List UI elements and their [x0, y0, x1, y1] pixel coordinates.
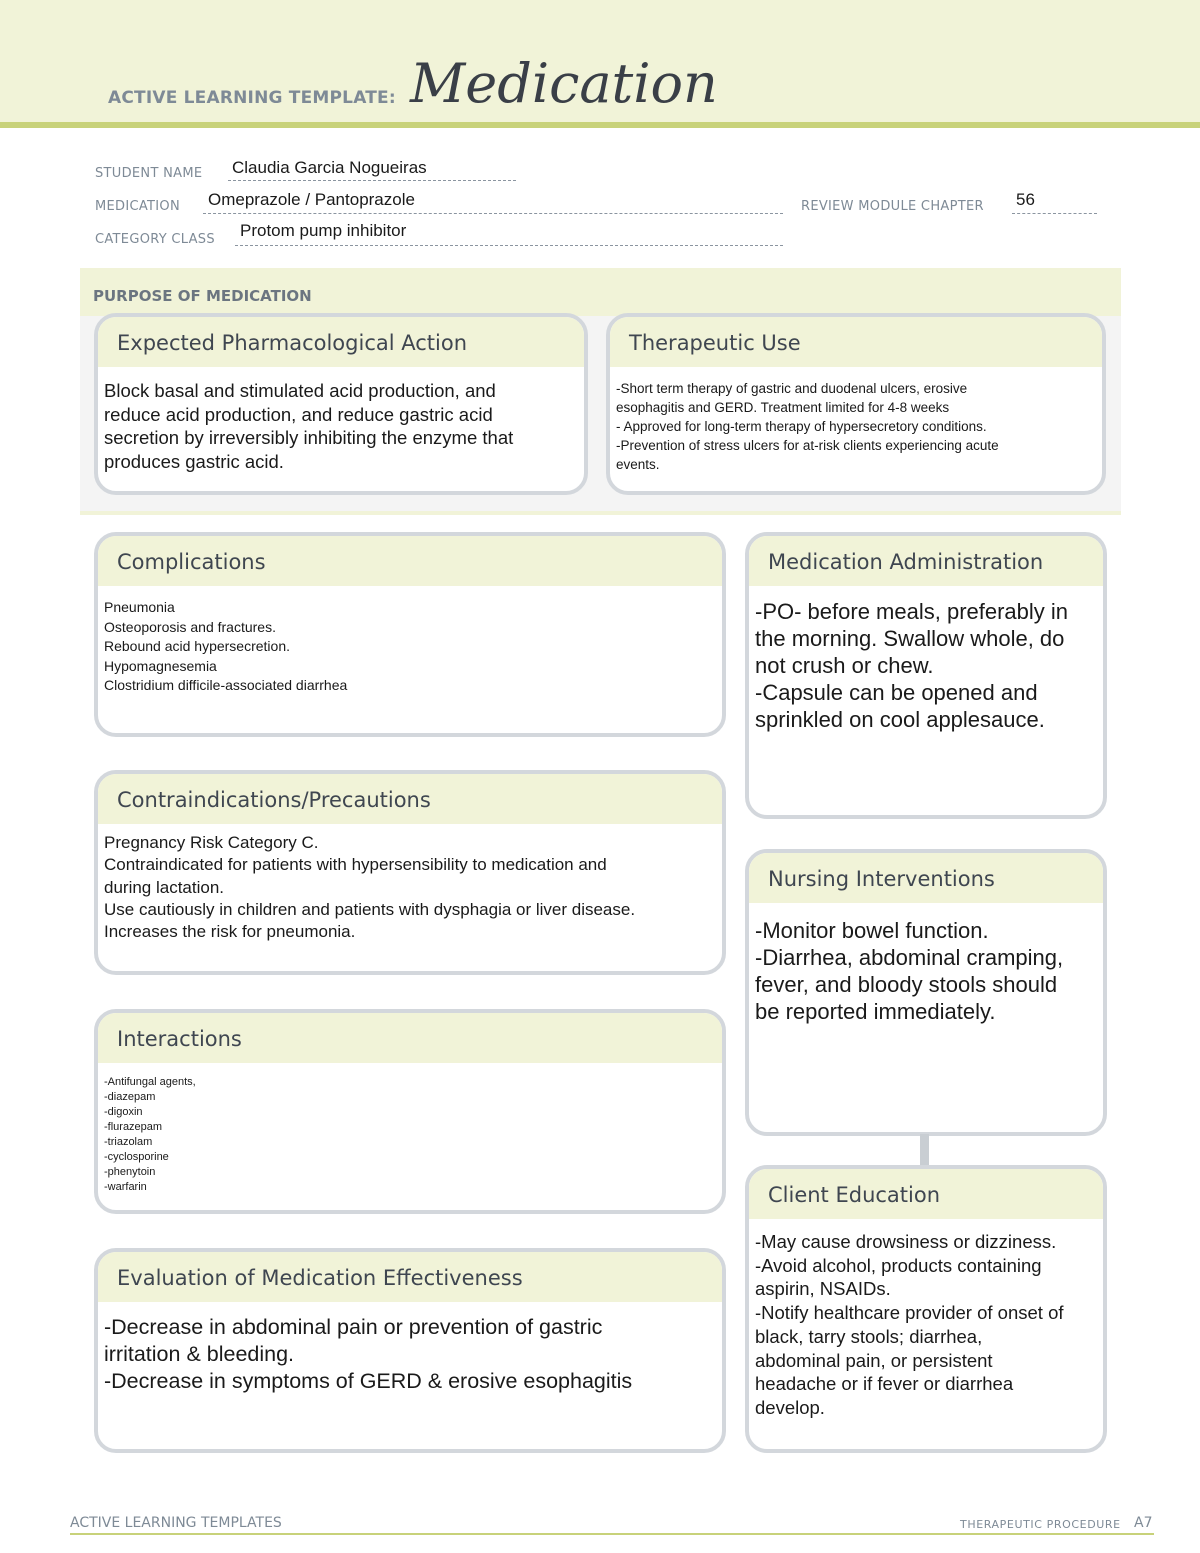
category-class-line: [235, 245, 783, 246]
interactions-text[interactable]: -Antifungal agents, -diazepam -digoxin -flurazepam -triazolam -cyclosporine -phenytoin -warfarin: [104, 1076, 196, 1193]
category-class-label: CATEGORY CLASS: [95, 232, 215, 247]
administration-box: [745, 532, 1107, 819]
evaluation-box: [94, 1248, 726, 1453]
connector-bar: [920, 1134, 929, 1166]
footer-divider: [70, 1533, 1154, 1535]
review-chapter-field[interactable]: 56: [1016, 190, 1035, 209]
contraindications-text[interactable]: Pregnancy Risk Category C. Contraindicated for patients with hypersensibility to medication and during lactation. Use cautiously in children and patients with dysphagia or liver disease. Increases the risk for pneumonia.: [104, 833, 636, 942]
therapeutic-use-text[interactable]: -Short term therapy of gastric and duodenal ulcers, erosive esophagitis and GERD. Treatment limited for 4-8 weeks - Approved for long-term therapy of hypersecretory conditions. -Prevention of stress ulcers for at-risk clients experiencing acute events.: [616, 381, 999, 472]
evaluation-heading: Evaluation of Medication Effectiveness: [98, 1252, 722, 1302]
medication-line: [203, 213, 783, 214]
client-education-box: [745, 1165, 1107, 1453]
client-education-heading: Client Education: [749, 1169, 1103, 1219]
evaluation-text[interactable]: -Decrease in abdominal pain or prevention of gastric irritation & bleeding. -Decrease in symptoms of GERD & erosive esophagitis: [104, 1315, 633, 1393]
student-name-label: STUDENT NAME: [95, 166, 203, 181]
expected-action-heading: Expected Pharmacological Action: [98, 317, 584, 367]
interactions-box: [94, 1009, 726, 1214]
complications-box: [94, 532, 726, 737]
expected-action-text[interactable]: Block basal and stimulated acid production, and reduce acid production, and reduce gastric acid secretion by irreversibly inhibiting the enzyme that produces gastric acid.: [104, 380, 514, 473]
contraindications-box: [94, 770, 726, 975]
therapeutic-use-heading: Therapeutic Use: [610, 317, 1102, 367]
footer-left-label: ACTIVE LEARNING TEMPLATES: [70, 1515, 282, 1531]
footer-page-number: A7: [1134, 1515, 1153, 1531]
interactions-heading: Interactions: [98, 1013, 722, 1063]
client-education-text[interactable]: -May cause drowsiness or dizziness. -Avoid alcohol, products containing aspirin, NSAIDs. -Notify healthcare provider of onset of black, tarry stools; diarrhea, abdominal pain, or persistent headache or if fever or diarrhea develop.: [755, 1231, 1064, 1418]
nursing-interventions-box: [745, 849, 1107, 1136]
nursing-interventions-heading: Nursing Interventions: [749, 853, 1103, 903]
category-class-field[interactable]: Protom pump inhibitor: [240, 221, 407, 240]
administration-text[interactable]: -PO- before meals, preferably in the morning. Swallow whole, do not crush or chew. -Capsule can be opened and sprinkled on cool applesauce.: [755, 599, 1069, 732]
complications-text[interactable]: Pneumonia Osteoporosis and fractures. Rebound acid hypersecretion. Hypomagnesemia Clostridium difficile-associated diarrhea: [104, 599, 348, 693]
nursing-interventions-text[interactable]: -Monitor bowel function. -Diarrhea, abdominal cramping, fever, and bloody stools should be reported immediately.: [755, 918, 1064, 1024]
template-label: ACTIVE LEARNING TEMPLATE:: [108, 88, 396, 108]
review-chapter-label: REVIEW MODULE CHAPTER: [801, 199, 984, 214]
contraindications-heading: Contraindications/Precautions: [98, 774, 722, 824]
medication-label: MEDICATION: [95, 199, 180, 214]
review-chapter-line: [1012, 213, 1097, 214]
administration-heading: Medication Administration: [749, 536, 1103, 586]
expected-action-box: [94, 313, 588, 495]
student-name-line: [228, 180, 516, 181]
complications-heading: Complications: [98, 536, 722, 586]
footer-right-label: THERAPEUTIC PROCEDURE: [960, 1518, 1121, 1531]
medication-field[interactable]: Omeprazole / Pantoprazole: [208, 190, 415, 209]
therapeutic-use-box: [606, 313, 1106, 495]
purpose-title: PURPOSE OF MEDICATION: [93, 287, 312, 305]
student-name-field[interactable]: Claudia Garcia Nogueiras: [232, 158, 427, 177]
page-title: Medication: [410, 52, 718, 115]
